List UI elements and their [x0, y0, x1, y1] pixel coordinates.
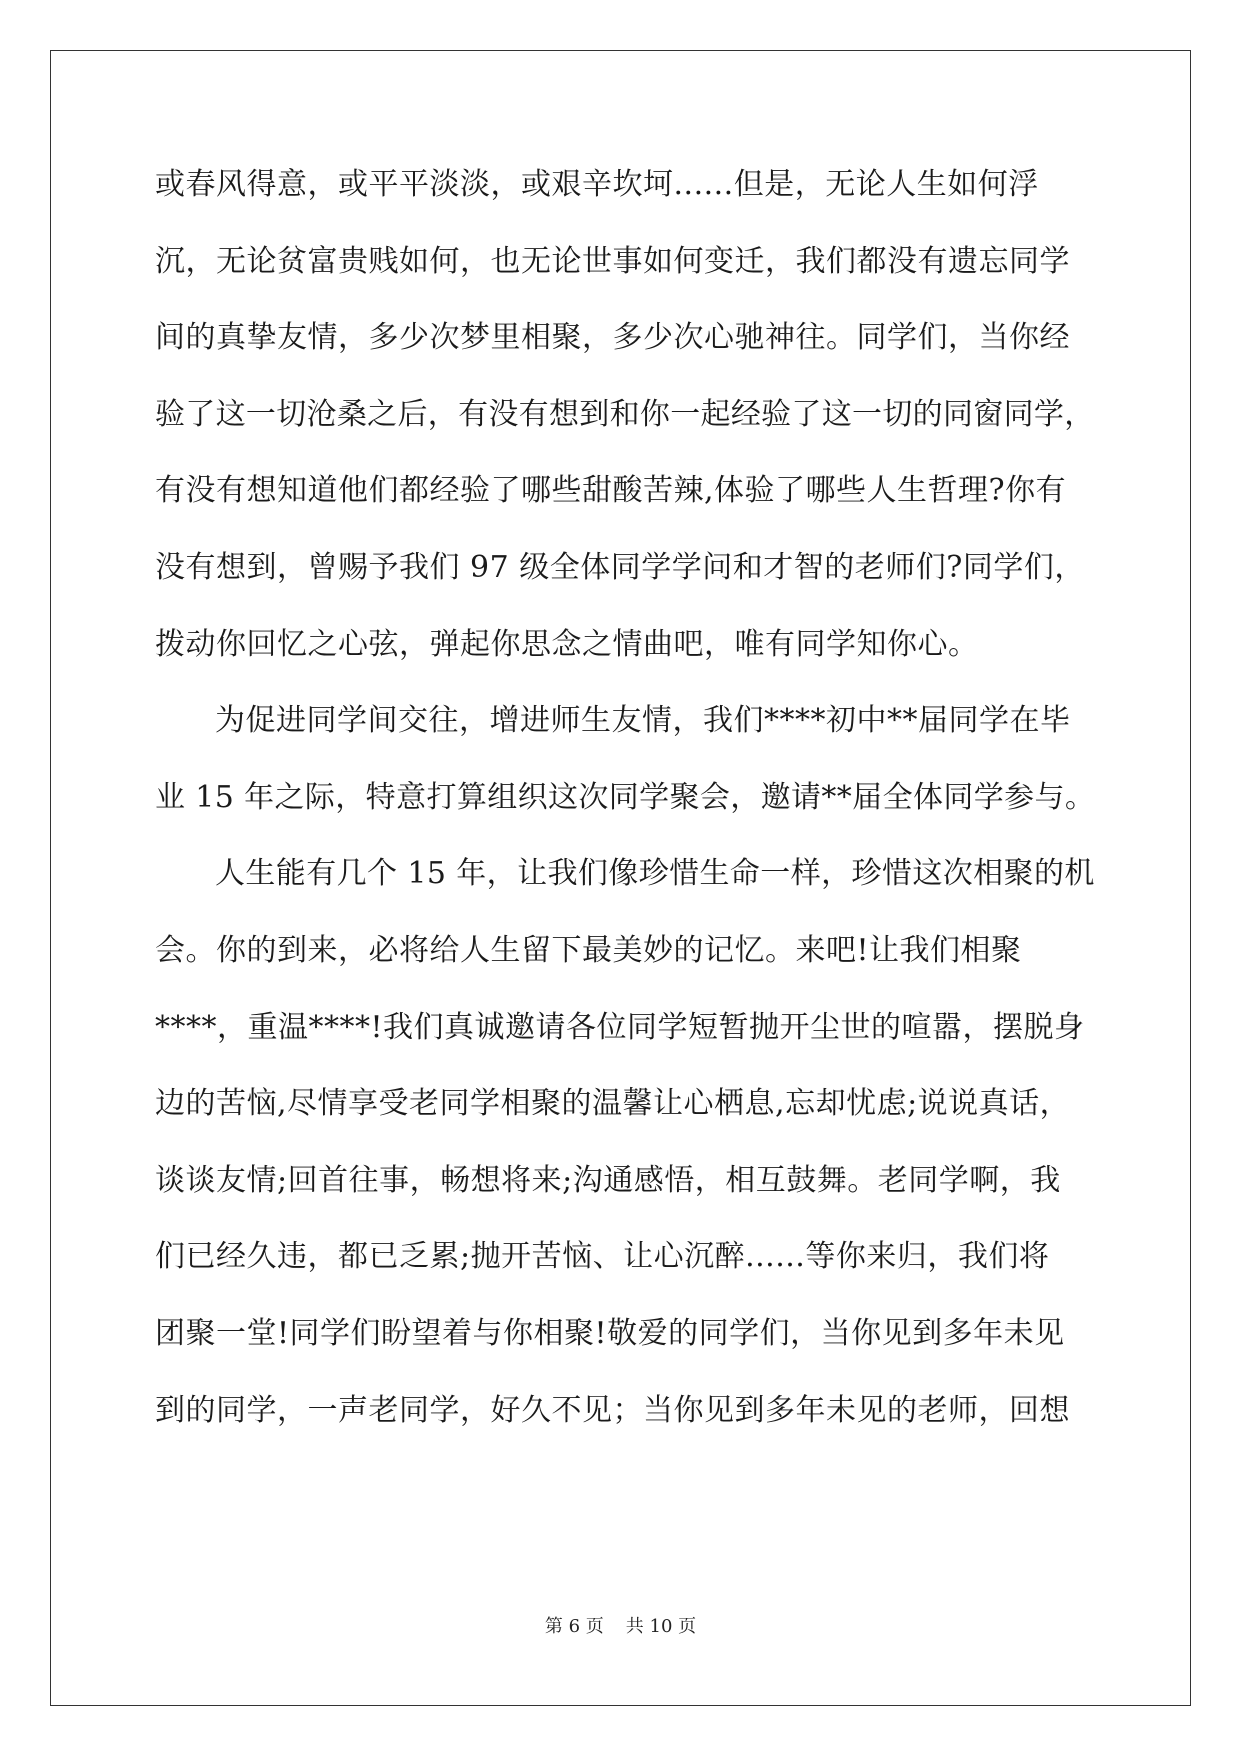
- text-line: 会。你的到来，必将给人生留下最美妙的记忆。来吧!让我们相聚: [155, 932, 1022, 968]
- page-total: 共 10 页: [625, 1616, 697, 1637]
- text-line: 边的苦恼,尽情享受老同学相聚的温馨让心栖息,忘却忧虑;说说真话，: [155, 1086, 1071, 1122]
- text-line: 拨动你回忆之心弦，弹起你思念之情曲吧，唯有同学知你心。: [155, 626, 979, 662]
- text-line: 们已经久违，都已乏累;抛开苦恼、让心沉醉......等你来归，我们将: [155, 1239, 1050, 1275]
- text-line: 到的同学，一声老同学，好久不见；当你见到多年未见的老师，回想: [155, 1392, 1070, 1428]
- document-body: [155, 153, 1095, 1455]
- page-number: 第 6 页: [544, 1616, 604, 1637]
- text-line: 或春风得意，或平平淡淡，或艰辛坎坷......但是，无论人生如何浮: [155, 167, 1039, 202]
- text-line: 为促进同学间交往，增进师生友情，我们****初中**届同学在毕: [215, 703, 1071, 739]
- text-line: 验了这一切沧桑之后，有没有想到和你一起经验了这一切的同窗同学，: [155, 396, 1095, 432]
- text-line: ****，重温****!我们真诚邀请各位同学短暂抛开尘世的喧嚣，摆脱身: [155, 1009, 1085, 1045]
- text-line: 有没有想知道他们都经验了哪些甜酸苦辣,体验了哪些人生哲理?你有: [155, 473, 1067, 509]
- text-line: 业 15 年之际，特意打算组织这次同学聚会，邀请**届全体同学参与。: [155, 779, 1096, 815]
- page-footer: [0, 1612, 1241, 1638]
- text-line: 没有想到，曾赐予我们 97 级全体同学学问和才智的老师们?同学们，: [155, 549, 1085, 585]
- text-line: 人生能有几个 15 年，让我们像珍惜生命一样，珍惜这次相聚的机: [215, 856, 1095, 892]
- text-line: 沉，无论贫富贵贱如何，也无论世事如何变迁，我们都没有遗忘同学: [155, 243, 1070, 279]
- text-line: 谈谈友情;回首往事，畅想将来;沟通感悟，相互鼓舞。老同学啊，我: [155, 1162, 1061, 1198]
- text-line: 团聚一堂!同学们盼望着与你相聚!敬爱的同学们，当你见到多年未见: [155, 1315, 1065, 1351]
- text-line: 间的真挚友情，多少次梦里相聚，多少次心驰神往。同学们，当你经: [155, 320, 1070, 356]
